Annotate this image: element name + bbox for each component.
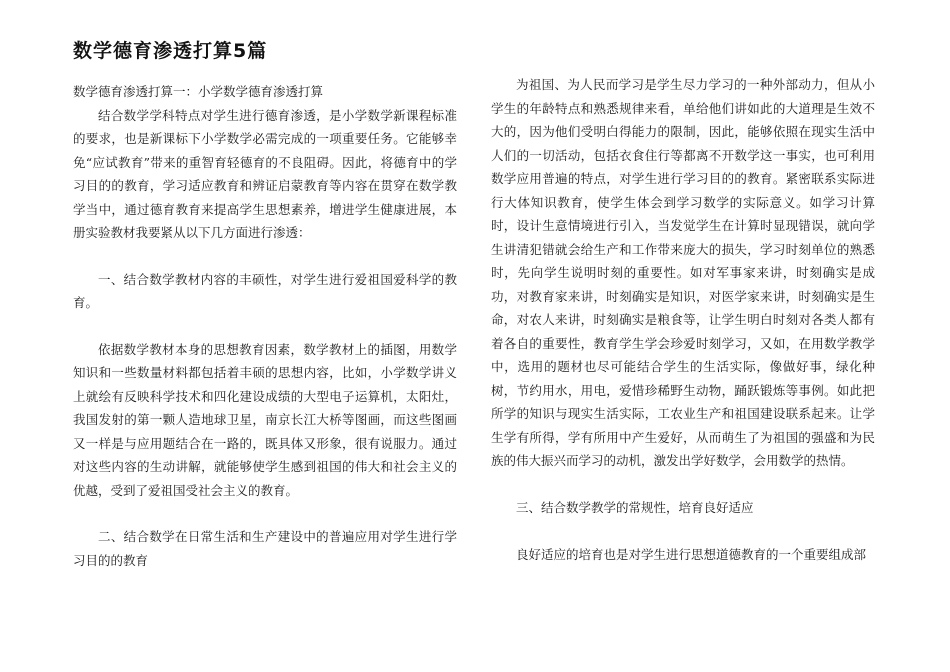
section-1-body: 依据数学教材本身的思想教育因素，数学教材上的插图，用数学知识和一些数量材料都包括着丰硕的思想内容，比如，小学数学讲义上就绘有反映科学技术和四化建设成绩的大型电子运算机，太阳灶，我国发射的第一颗人造地球卫星，南京长江大桥等图画，而这些图画又一样是与应用题结合在一路的，既具体又形象，很有说服力。通过对这些内容的生动讲解，就能够使学生感到祖国的伟大和社会主义的优越，受到了爱祖国受社会主义的教育。 xyxy=(73,341,457,498)
right-column xyxy=(491,73,875,566)
section-2-heading: 二、结合数学在日常生活和生产建设中的普遍应用对学生进行学习目的的教育 xyxy=(73,529,457,568)
section-1-heading: 一、结合数学教材内容的丰硕性，对学生进行爱祖国爱科学的教育。 xyxy=(73,271,457,310)
left-column xyxy=(73,80,457,572)
section-3-body: 良好适应的培育也是对学生进行思想道德教育的一个重要组成部 xyxy=(516,546,867,562)
article-subheading: 数学德育渗透打算一：小学数学德育渗透打算 xyxy=(73,84,324,99)
section-2-body: 为祖国、为人民而学习是学生尽力学习的一种外部动力，但从小学生的年龄特点和熟悉规律来看，单给他们讲如此的大道理是生效不大的，因为他们受明白得能力的限制，因此，能够依照在现实生活中人们的一切活动，包括衣食住行等都离不开数学这一事实，也可利用数学应用普遍的特点，对学生进行学习目的的教育。紧密联系实际进行大体知识教育，使学生体会到学习数学的实际意义。如学习计算时，设计生意情境进行引入，当发觉学生在计算时显现错误，就向学生讲清犯错就会给生产和工作带来庞大的损失，学习时刻单位的熟悉时，先向学生说明时刻的重要性。如对军事家来讲，时刻确实是成功，对教育家来讲，时刻确实是知识，对医学家来讲，时刻确实是生命，对农人来讲，时刻确实是粮食等，让学生明白时刻对各类人都有着各自的重要性，教育学生学会珍爱时刻学习，又如，在用数学教学中，选用的题材也尽可能结合学生的生活实际，像做好事，绿化种树，节约用水，用电，爱惜珍稀野生动物，踊跃锻炼等事例。如此把所学的知识与现实生活实际，工农业生产和祖国建设联系起来。让学生学有所得，学有所用中产生爱好，从而萌生了为祖国的强盛和为民族的伟大振兴而学习的动机，激发出学好数学，会用数学的热情。 xyxy=(491,77,875,468)
intro-paragraph: 结合数学学科特点对学生进行德育渗透，是小学数学新课程标准的要求，也是新课标下小学数学必需完成的一项重要任务。它能够幸免“应试教育”带来的重智育轻德育的不良阻碍。因此，将德育中的学习目的的教育，学习适应教育和辨证启蒙教育等内容在贯穿在数学教学当中，通过德育教育来提高学生思想素养，增进学生健康进展，本册实验教材我要紧从以下几方面进行渗透： xyxy=(73,107,457,240)
section-3-heading: 三、结合数学教学的常规性，培育良好适应 xyxy=(516,499,754,515)
document-title: 数学德育渗透打算5篇 xyxy=(73,40,268,62)
